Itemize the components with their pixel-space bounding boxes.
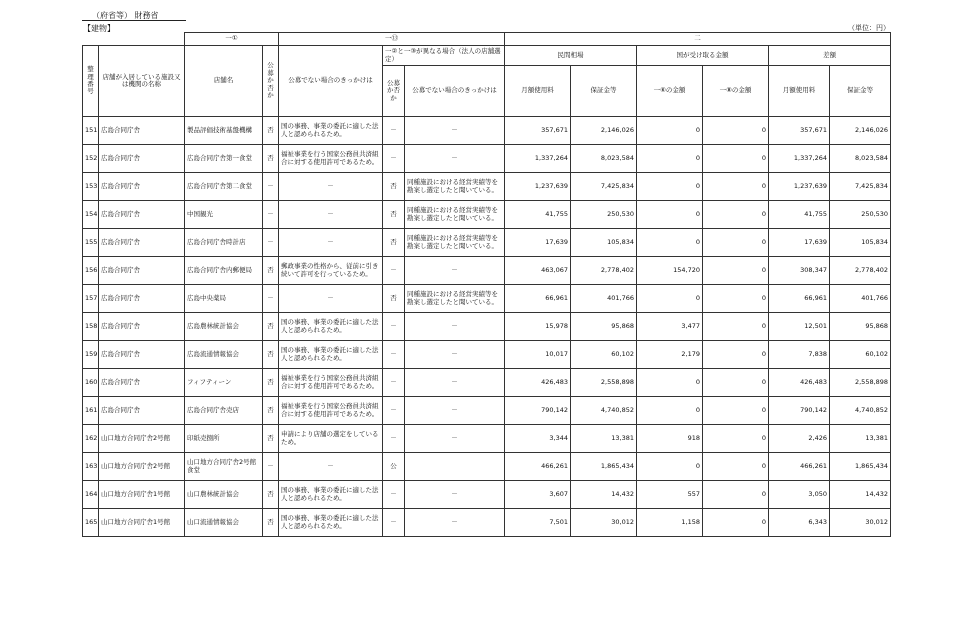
amount8-cell: 0 [703,509,769,537]
table-row [83,481,891,509]
diff-deposit-cell: 2,778,402 [830,257,891,285]
market-deposit-cell: 250,530 [571,201,637,229]
facility-header: 店舗が入居している施設又は機関の名称 [99,46,185,117]
diff-monthly-cell: 426,483 [769,369,830,397]
store-cell: 広島合同庁舎第一食堂 [185,145,263,173]
amount8-header: 一⑧の金額 [703,66,769,117]
reason-cell: 福祉事業を行う国家公務員共済組合に対する使用許可であるため。 [279,145,383,173]
store-cell: 山口流通情報協会 [185,509,263,537]
group-23-header: 一②と一③が異なる場合（法人の店舗選定） [383,46,505,66]
market-deposit-cell: 13,381 [571,425,637,453]
reason2-cell: － [405,369,505,397]
public-cell: － [263,285,279,313]
store-header: 店舗名 [185,46,263,117]
row-number: 162 [83,425,99,453]
table-row [83,173,891,201]
reason2-cell: － [405,481,505,509]
public2-cell: － [383,145,405,173]
public-cell: － [263,173,279,201]
reason2-cell [405,453,505,481]
table-row [83,369,891,397]
reason-cell: － [279,285,383,313]
table-row [83,285,891,313]
diff-monthly-cell: 357,671 [769,117,830,145]
table-row [83,229,891,257]
reason2-cell: － [405,341,505,369]
reason2-header: 公募でない場合のきっかけは [405,66,505,117]
public-cell: 否 [263,341,279,369]
diff-header: 差額 [769,46,891,66]
store-cell: 広島合同庁舎内郵便局 [185,257,263,285]
diff-monthly-cell: 3,050 [769,481,830,509]
public-cell: 否 [263,313,279,341]
market-monthly-cell: 463,067 [505,257,571,285]
market-deposit-cell: 2,778,402 [571,257,637,285]
diff-deposit-cell: 7,425,834 [830,173,891,201]
reason2-cell: 同種施設における経営実績等を勘案し選定したと聞いている。 [405,229,505,257]
table-row [83,313,891,341]
amount6-cell: 918 [637,425,703,453]
amount6-cell: 0 [637,369,703,397]
market-monthly-cell: 3,607 [505,481,571,509]
reason-cell: 福祉事業を行う国家公務員共済組合に対する使用許可であるため。 [279,369,383,397]
deposit-header: 保証金等 [571,66,637,117]
group-13-header: 一⑬ [279,33,505,46]
public-cell: 否 [263,425,279,453]
amount8-cell: 0 [703,173,769,201]
row-number: 160 [83,369,99,397]
reason2-cell: － [405,257,505,285]
table-row [83,145,891,173]
store-cell: 広島合同庁舎時計店 [185,229,263,257]
diff-deposit-cell: 8,023,584 [830,145,891,173]
amount6-cell: 1,158 [637,509,703,537]
public2-cell: 否 [383,201,405,229]
table-row [83,201,891,229]
row-number: 156 [83,257,99,285]
group-1-header: 一① [185,33,279,46]
amount8-cell: 0 [703,397,769,425]
reason2-cell: 同種施設における経営実績等を勘案し選定したと聞いている。 [405,201,505,229]
store-cell: 広島農林統計協会 [185,313,263,341]
row-number: 159 [83,341,99,369]
diff-deposit-cell: 14,432 [830,481,891,509]
monthly-header: 月額使用料 [505,66,571,117]
row-number: 155 [83,229,99,257]
market-header: 民間相場 [505,46,637,66]
market-monthly-cell: 466,261 [505,453,571,481]
row-number: 164 [83,481,99,509]
unit-label: （単位：円） [848,24,890,32]
reason-cell: － [279,453,383,481]
reason-cell: 国の事務、事業の委託に適した法人と認められるため。 [279,117,383,145]
facility-cell: 広島合同庁舎 [99,173,185,201]
public2-cell: 否 [383,285,405,313]
market-deposit-cell: 4,740,852 [571,397,637,425]
facility-cell: 広島合同庁舎 [99,229,185,257]
table-row [83,117,891,145]
market-deposit-cell: 1,865,434 [571,453,637,481]
diff-monthly-cell: 1,237,639 [769,173,830,201]
market-deposit-cell: 401,766 [571,285,637,313]
diff-monthly-cell: 17,639 [769,229,830,257]
amount8-cell: 0 [703,341,769,369]
monthly2-header: 月額使用料 [769,66,830,117]
facility-cell: 広島合同庁舎 [99,397,185,425]
amount8-cell: 0 [703,201,769,229]
public2-cell: － [383,509,405,537]
row-number: 161 [83,397,99,425]
public2-cell: 公 [383,453,405,481]
diff-monthly-cell: 6,343 [769,509,830,537]
diff-monthly-cell: 790,142 [769,397,830,425]
amount8-cell: 0 [703,453,769,481]
market-monthly-cell: 426,483 [505,369,571,397]
reason-header: 公募でない場合のきっかけは [279,46,383,117]
amount8-cell: 0 [703,369,769,397]
facility-cell: 山口地方合同庁舎1号館 [99,509,185,537]
market-deposit-cell: 60,102 [571,341,637,369]
market-deposit-cell: 7,425,834 [571,173,637,201]
deposit2-header: 保証金等 [830,66,891,117]
diff-deposit-cell: 60,102 [830,341,891,369]
market-monthly-cell: 7,501 [505,509,571,537]
market-monthly-cell: 15,978 [505,313,571,341]
table-row [83,453,891,481]
public-cell: 否 [263,145,279,173]
amount8-cell: 0 [703,425,769,453]
facility-cell: 山口地方合同庁舎1号館 [99,481,185,509]
reason2-cell: － [405,509,505,537]
market-deposit-cell: 2,558,898 [571,369,637,397]
amount6-header: 一⑥の金額 [637,66,703,117]
public2-cell: － [383,397,405,425]
market-deposit-cell: 105,834 [571,229,637,257]
public2-header: 公募か否か [383,66,405,117]
amount8-cell: 0 [703,145,769,173]
public2-cell: 否 [383,173,405,201]
diff-deposit-cell: 401,766 [830,285,891,313]
facility-cell: 広島合同庁舎 [99,285,185,313]
market-deposit-cell: 14,432 [571,481,637,509]
reason-cell: － [279,229,383,257]
market-monthly-cell: 357,671 [505,117,571,145]
public2-cell: － [383,341,405,369]
facility-cell: 山口地方合同庁舎2号館 [99,425,185,453]
amount6-cell: 0 [637,117,703,145]
table-row [83,397,891,425]
amount6-cell: 3,477 [637,313,703,341]
row-number: 152 [83,145,99,173]
diff-monthly-cell: 66,961 [769,285,830,313]
public2-cell: － [383,369,405,397]
public2-cell: － [383,481,405,509]
row-number: 165 [83,509,99,537]
market-deposit-cell: 95,868 [571,313,637,341]
facility-cell: 広島合同庁舎 [99,257,185,285]
diff-deposit-cell: 1,865,434 [830,453,891,481]
received-header: 国が受け取る金額 [637,46,769,66]
facility-cell: 広島合同庁舎 [99,369,185,397]
reason2-cell: 同種施設における経営実績等を勘案し選定したと聞いている。 [405,285,505,313]
table-row [83,257,891,285]
amount6-cell: 2,179 [637,341,703,369]
diff-deposit-cell: 2,146,026 [830,117,891,145]
table-row [83,425,891,453]
reason-cell: 国の事務、事業の委託に適した法人と認められるため。 [279,481,383,509]
amount6-cell: 0 [637,173,703,201]
reason2-cell: 同種施設における経営実績等を勘案し選定したと聞いている。 [405,173,505,201]
reason-cell: 郵政事業の性格から、従前に引き続いて許可を行っているため。 [279,257,383,285]
diff-monthly-cell: 466,261 [769,453,830,481]
public-cell: － [263,201,279,229]
blank-header [83,33,185,46]
store-cell: 中国観光 [185,201,263,229]
public-cell: 否 [263,481,279,509]
diff-deposit-cell: 4,740,852 [830,397,891,425]
public-cell: － [263,453,279,481]
public-cell: 否 [263,397,279,425]
public2-cell: 否 [383,229,405,257]
diff-monthly-cell: 12,501 [769,313,830,341]
row-number: 153 [83,173,99,201]
diff-deposit-cell: 2,558,898 [830,369,891,397]
reason2-cell: － [405,313,505,341]
facility-cell: 広島合同庁舎 [99,201,185,229]
reason-cell: － [279,201,383,229]
amount6-cell: 0 [637,453,703,481]
amount8-cell: 0 [703,285,769,313]
public-cell: 否 [263,257,279,285]
store-cell: 広島合同庁舎第二食堂 [185,173,263,201]
market-monthly-cell: 66,961 [505,285,571,313]
table-body [83,117,891,537]
ministry-label: （府省等） 財務省 [92,11,159,20]
facility-cell: 広島合同庁舎 [99,145,185,173]
market-deposit-cell: 2,146,026 [571,117,637,145]
reason-cell: 国の事務、事業の委託に適した法人と認められるため。 [279,341,383,369]
amount6-cell: 0 [637,397,703,425]
market-monthly-cell: 1,237,639 [505,173,571,201]
amount8-cell: 0 [703,257,769,285]
market-monthly-cell: 3,344 [505,425,571,453]
diff-deposit-cell: 105,834 [830,229,891,257]
reason-cell: － [279,173,383,201]
store-cell: 山口農林統計協会 [185,481,263,509]
public-header: 公募か否か [263,46,279,117]
no-header: 整理番号 [83,46,99,117]
amount6-cell: 0 [637,145,703,173]
market-monthly-cell: 41,755 [505,201,571,229]
store-cell: 広島合同庁舎売店 [185,397,263,425]
public2-cell: － [383,425,405,453]
header-underline [82,20,186,21]
facility-cell: 山口地方合同庁舎2号館 [99,453,185,481]
amount8-cell: 0 [703,313,769,341]
amount6-cell: 154,720 [637,257,703,285]
reason2-cell: － [405,117,505,145]
reason2-cell: － [405,145,505,173]
store-cell: 印紙売捌所 [185,425,263,453]
market-monthly-cell: 790,142 [505,397,571,425]
market-deposit-cell: 30,012 [571,509,637,537]
store-table [82,32,891,537]
store-cell: 製品評価技術基盤機構 [185,117,263,145]
category-label: 【建物】 [83,24,115,33]
table-row [83,341,891,369]
store-cell: フィフティーン [185,369,263,397]
market-monthly-cell: 17,639 [505,229,571,257]
reason-cell: 福祉事業を行う国家公務員共済組合に対する使用許可であるため。 [279,397,383,425]
market-monthly-cell: 1,337,264 [505,145,571,173]
group-2-header: 二 [505,33,891,46]
amount6-cell: 0 [637,229,703,257]
store-cell: 広島中央薬局 [185,285,263,313]
row-number: 154 [83,201,99,229]
amount8-cell: 0 [703,229,769,257]
public2-cell: － [383,313,405,341]
diff-deposit-cell: 13,381 [830,425,891,453]
store-cell: 広島流通情報協会 [185,341,263,369]
row-number: 151 [83,117,99,145]
row-number: 157 [83,285,99,313]
reason-cell: 国の事務、事業の委託に適した法人と認められるため。 [279,509,383,537]
row-number: 163 [83,453,99,481]
public-cell: － [263,229,279,257]
market-monthly-cell: 10,017 [505,341,571,369]
public2-cell: － [383,257,405,285]
reason-cell: 申請により店舗の選定をしているため。 [279,425,383,453]
diff-monthly-cell: 7,838 [769,341,830,369]
facility-cell: 広島合同庁舎 [99,341,185,369]
diff-deposit-cell: 250,530 [830,201,891,229]
diff-monthly-cell: 2,426 [769,425,830,453]
public-cell: 否 [263,509,279,537]
public-cell: 否 [263,369,279,397]
amount6-cell: 0 [637,285,703,313]
row-number: 158 [83,313,99,341]
diff-monthly-cell: 41,755 [769,201,830,229]
diff-deposit-cell: 95,868 [830,313,891,341]
market-deposit-cell: 8,023,584 [571,145,637,173]
facility-cell: 広島合同庁舎 [99,117,185,145]
reason-cell: 国の事務、事業の委託に適した法人と認められるため。 [279,313,383,341]
amount8-cell: 0 [703,117,769,145]
diff-deposit-cell: 30,012 [830,509,891,537]
public2-cell: － [383,117,405,145]
public-cell: 否 [263,117,279,145]
reason2-cell: － [405,397,505,425]
amount6-cell: 557 [637,481,703,509]
amount8-cell: 0 [703,481,769,509]
table-row [83,509,891,537]
reason2-cell: － [405,425,505,453]
amount6-cell: 0 [637,201,703,229]
store-cell: 山口地方合同庁舎2号館食堂 [185,453,263,481]
diff-monthly-cell: 1,337,264 [769,145,830,173]
diff-monthly-cell: 308,347 [769,257,830,285]
facility-cell: 広島合同庁舎 [99,313,185,341]
